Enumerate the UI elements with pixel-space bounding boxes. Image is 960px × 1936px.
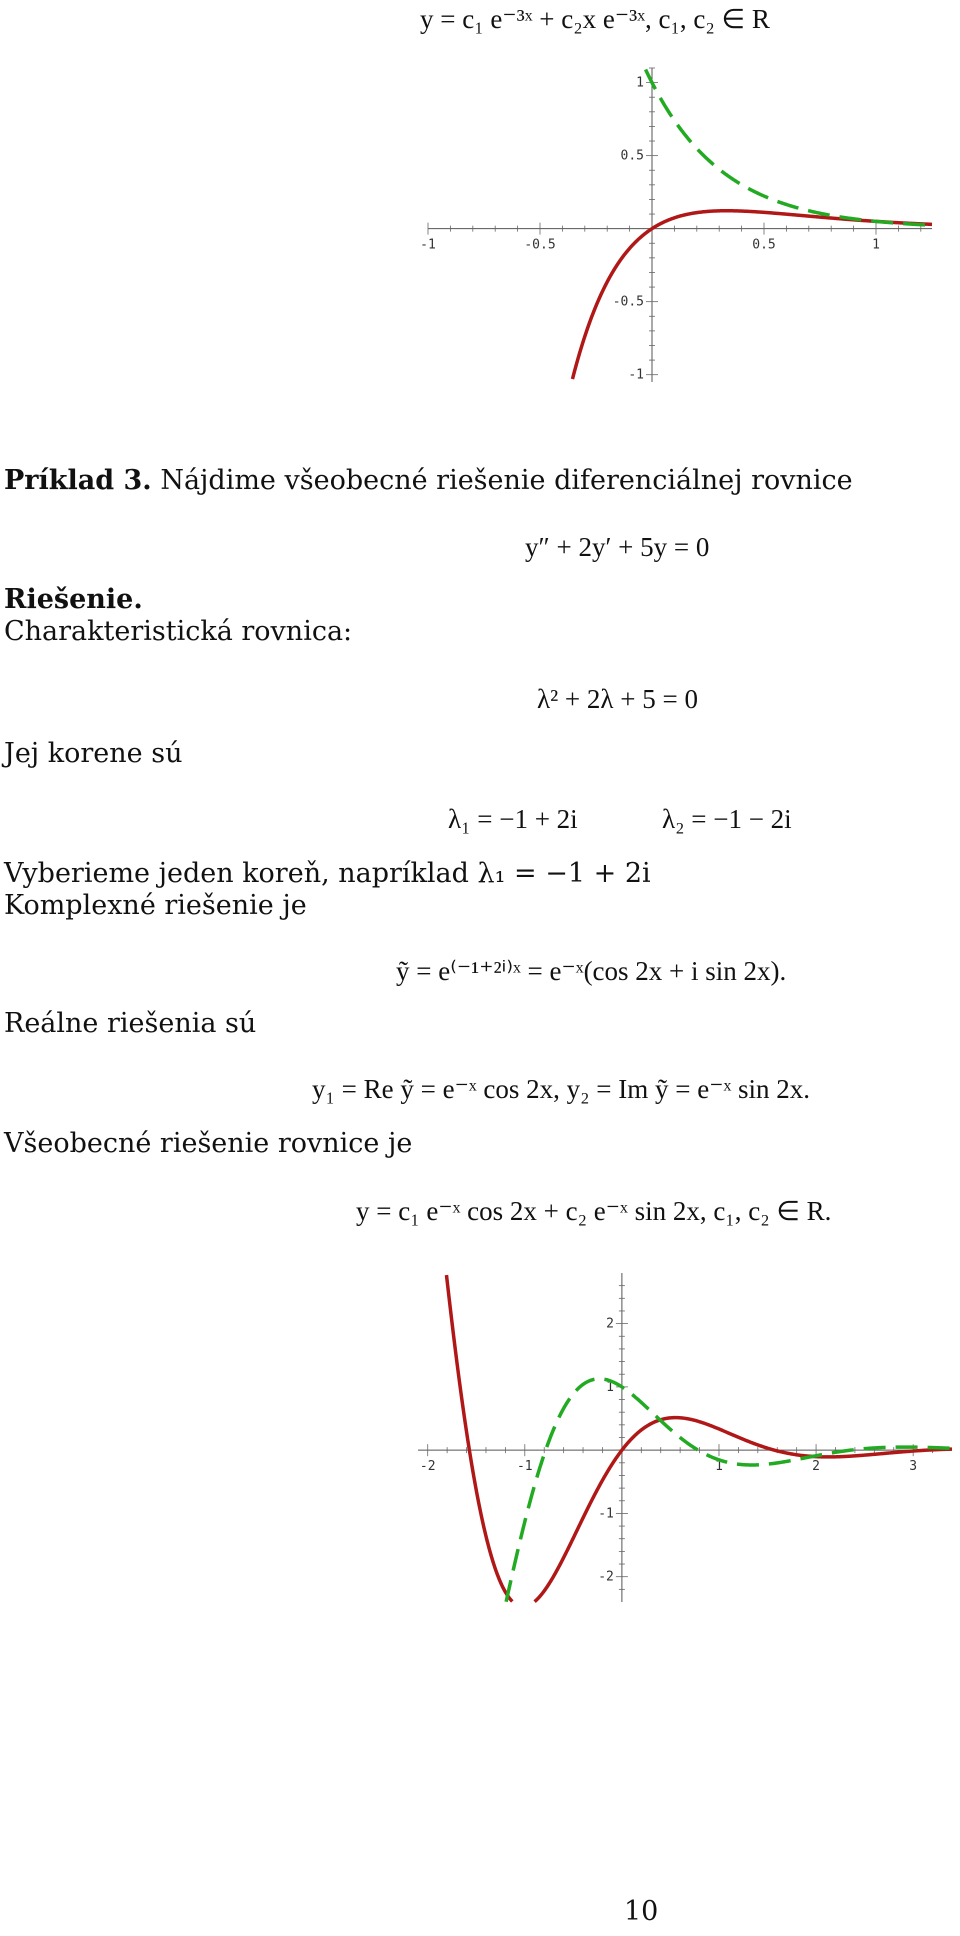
series-line — [646, 69, 932, 225]
solution-label: Riešenie. — [4, 584, 143, 615]
y-tick-label: -0.5 — [612, 294, 644, 310]
real-solutions: y₁ = Re ỹ = e⁻ˣ cos 2x, y₂ = Im ỹ = e⁻ˣ sin 2x. — [312, 1074, 811, 1104]
y-tick-label: -1 — [598, 1506, 614, 1522]
ode-equation: y″ + 2y′ + 5y = 0 — [525, 532, 710, 562]
x-tick-label: -2 — [419, 1459, 436, 1475]
series-line — [446, 1275, 952, 1602]
x-tick-label: 1 — [715, 1459, 723, 1475]
chart-2 — [410, 1265, 960, 1610]
general-solution-1: y = c₁ e⁻³ˣ + c₂x e⁻³ˣ, c₁, c₂ ∈ R — [420, 4, 770, 34]
char-label: Charakteristická rovnica: — [4, 616, 353, 647]
x-tick-label: -0.5 — [524, 237, 556, 253]
example-label: Príklad 3. — [4, 465, 152, 496]
chart-1-axes — [420, 68, 932, 383]
chart-2-axes — [418, 1273, 952, 1602]
x-tick-label: 2 — [812, 1459, 820, 1475]
x-tick-label: 3 — [909, 1459, 918, 1475]
example-text: Nájdime všeobecné riešenie diferenciálnej rovnice — [160, 465, 853, 496]
root-2: λ₂ = −1 − 2i — [662, 804, 792, 834]
y-tick-label: 1 — [606, 1379, 614, 1395]
chart-1 — [420, 60, 940, 390]
y-tick-label: -2 — [598, 1569, 614, 1585]
roots-label: Jej korene sú — [4, 738, 183, 769]
x-tick-label: -1 — [516, 1459, 533, 1475]
complex-solution: ỹ = e⁽⁻¹⁺²ⁱ⁾ˣ = e⁻ˣ(cos 2x + i sin 2x). — [396, 956, 787, 986]
page-number: 10 — [624, 1896, 659, 1927]
y-tick-label: -1 — [628, 367, 644, 383]
general-label: Všeobecné riešenie rovnice je — [4, 1128, 413, 1159]
chart-2-curves — [446, 1275, 952, 1602]
char-equation: λ² + 2λ + 5 = 0 — [537, 684, 698, 714]
real-label: Reálne riešenia sú — [4, 1008, 257, 1039]
complex-label: Komplexné riešenie je — [4, 890, 307, 921]
x-tick-label: 1 — [872, 237, 880, 253]
chart-1-curves — [572, 69, 932, 379]
y-tick-label: 2 — [606, 1316, 614, 1332]
series-line — [506, 1379, 952, 1602]
y-tick-label: 0.5 — [620, 148, 644, 164]
y-tick-label: 1 — [636, 75, 644, 91]
example-heading — [4, 465, 853, 496]
x-tick-label: -1 — [420, 237, 436, 253]
choose-root-text: Vyberieme jeden koreň, napríklad λ₁ = −1 + 2i — [4, 858, 651, 889]
root-1: λ₁ = −1 + 2i — [448, 804, 578, 834]
x-tick-label: 0.5 — [752, 237, 776, 253]
general-solution-2: y = c₁ e⁻ˣ cos 2x + c₂ e⁻ˣ sin 2x, c₁, c₂ ∈ R. — [356, 1196, 832, 1226]
